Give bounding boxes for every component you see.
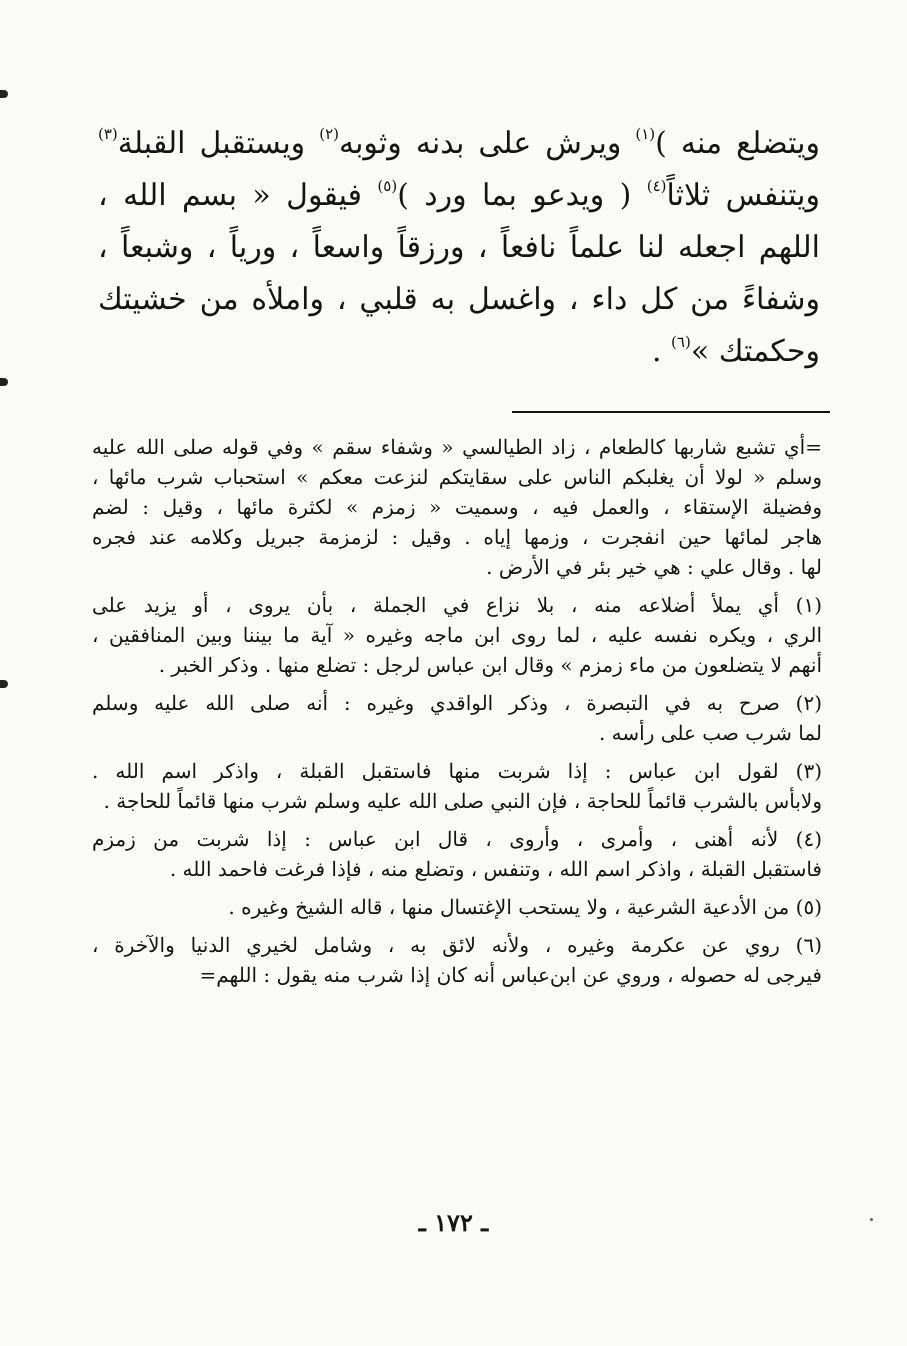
footnote-line: =أي تشبع شاربها كالطعام ، زاد الطيالسي « وشفاء سقم » وفي قوله صلى الله عليه <box>92 435 822 459</box>
main-text-segment: فيقول « بسم الله ، <box>98 178 378 213</box>
footnote-marker: (١) <box>635 125 656 143</box>
footnote-line: (٣) لقول ابن عباس : إذا شربت منها فاستقبل القبلة ، واذكر اسم الله . <box>92 759 822 783</box>
main-text-segment: وشفاءً من كل داء ، واغسل به قلبي ، واملأه من خشيتك <box>98 282 820 317</box>
main-text-block <box>98 118 820 378</box>
footnotes-block <box>92 432 822 998</box>
main-text-segment: . <box>651 334 672 369</box>
footnote-marker: (٢) <box>319 125 339 143</box>
main-text-line <box>98 274 820 326</box>
footnote-line: لها . وقال علي : هي خير بئر في الأرض . <box>486 555 822 579</box>
footnote <box>92 892 822 922</box>
footnote-line: (٥) من الأدعية الشرعية ، ولا يستحب الإغتسال منها ، قاله الشيخ وغيره . <box>228 895 822 919</box>
footnote-line: وسلم « لولا أن يغلبكم الناس على سقايتكم لنزعت معكم » استحباب شرب مائها ، <box>92 465 822 489</box>
main-text-line <box>98 118 820 170</box>
page-number: ـ ١٧٢ ـ <box>418 1208 489 1237</box>
main-text-segment: ويتنفس ثلاثاً <box>666 178 820 213</box>
footnote <box>92 756 822 816</box>
footnote-line: هاجر لمائها حين انفجرت ، وزمها إياه . وقيل : لزمزمة جبريل وكلامه عند فجره <box>92 525 822 549</box>
scan-edge-mark <box>0 90 8 98</box>
footnote-line: فاستقبل القبلة ، واذكر اسم الله ، وتنفس ، وتضلع منه ، فإذا فرغت فاحمد الله . <box>169 857 822 881</box>
main-text-segment: وحكمتك » <box>690 334 820 369</box>
main-text-line <box>98 222 820 274</box>
footnote <box>92 590 822 680</box>
footnote-line: (١) أي يملأ أضلاعه منه ، بلا نزاع في الجملة ، بأن يروى ، أو يزيد على <box>92 593 822 617</box>
footnote-marker: (٤) <box>646 177 667 195</box>
footnote-line: (٤) لأنه أهنى ، وأمرى ، وأروى ، قال ابن عباس : إذا شربت من زمزم <box>92 827 822 851</box>
footnote <box>92 688 822 748</box>
footnote-line: الري ، ويكره نفسه عليه ، لما روى ابن ماجه وغيره « آية ما بيننا وبين المنافقين ، <box>92 623 822 647</box>
footnote-separator <box>512 411 830 413</box>
main-text-segment: اللهم اجعله لنا علماً نافعاً ، ورزقاً واسعاً ، ورياً ، وشبعاً ، <box>98 230 820 265</box>
footnote-line: أنهم لا يتضلعون من ماء زمزم » وقال ابن عباس لرجل : تضلع منها . وذكر الخبر . <box>158 653 822 677</box>
footnote <box>92 432 822 582</box>
main-text-segment: ( ويدعو بما ورد ) <box>397 178 647 213</box>
main-text-segment: ويتضلع منه ) <box>655 126 820 161</box>
footnote-line: وفضيلة الإستقاء ، والعمل فيه ، وسميت « زمزم » لكثرة مائها ، وقيل : لضم <box>92 495 822 519</box>
scan-edge-mark <box>0 680 8 688</box>
main-text-segment: ويستقبل القبلة <box>117 126 320 161</box>
scan-edge-mark <box>0 378 8 386</box>
main-text-line <box>98 326 820 378</box>
footnote-line: (٦) روي عن عكرمة وغيره ، ولأنه لائق به ، وشامل لخيري الدنيا والآخرة ، <box>92 933 822 957</box>
footnote-marker: (٣) <box>98 125 118 143</box>
footnote-marker: (٥) <box>377 177 398 195</box>
footnote <box>92 930 822 990</box>
main-text-line <box>98 170 820 222</box>
footnote <box>92 824 822 884</box>
main-text-segment: ويرش على بدنه وثوبه <box>339 126 636 161</box>
footnote-line: فيرجى له حصوله ، وروي عن ابن‌عباس أنه كان إذا شرب منه يقول : اللهم= <box>199 963 822 987</box>
footnote-line: (٢) صرح به في التبصرة ، وذكر الواقدي وغيره : أنه صلى الله عليه وسلم <box>92 691 822 715</box>
footnote-line: ولابأس بالشرب قائماً للحاجة ، فإن النبي صلى الله عليه وسلم شرب منها قائماً للحاجة . <box>103 789 822 813</box>
footnote-line: لما شرب صب على رأسه . <box>598 721 822 745</box>
footnote-marker: (٦) <box>671 333 691 351</box>
